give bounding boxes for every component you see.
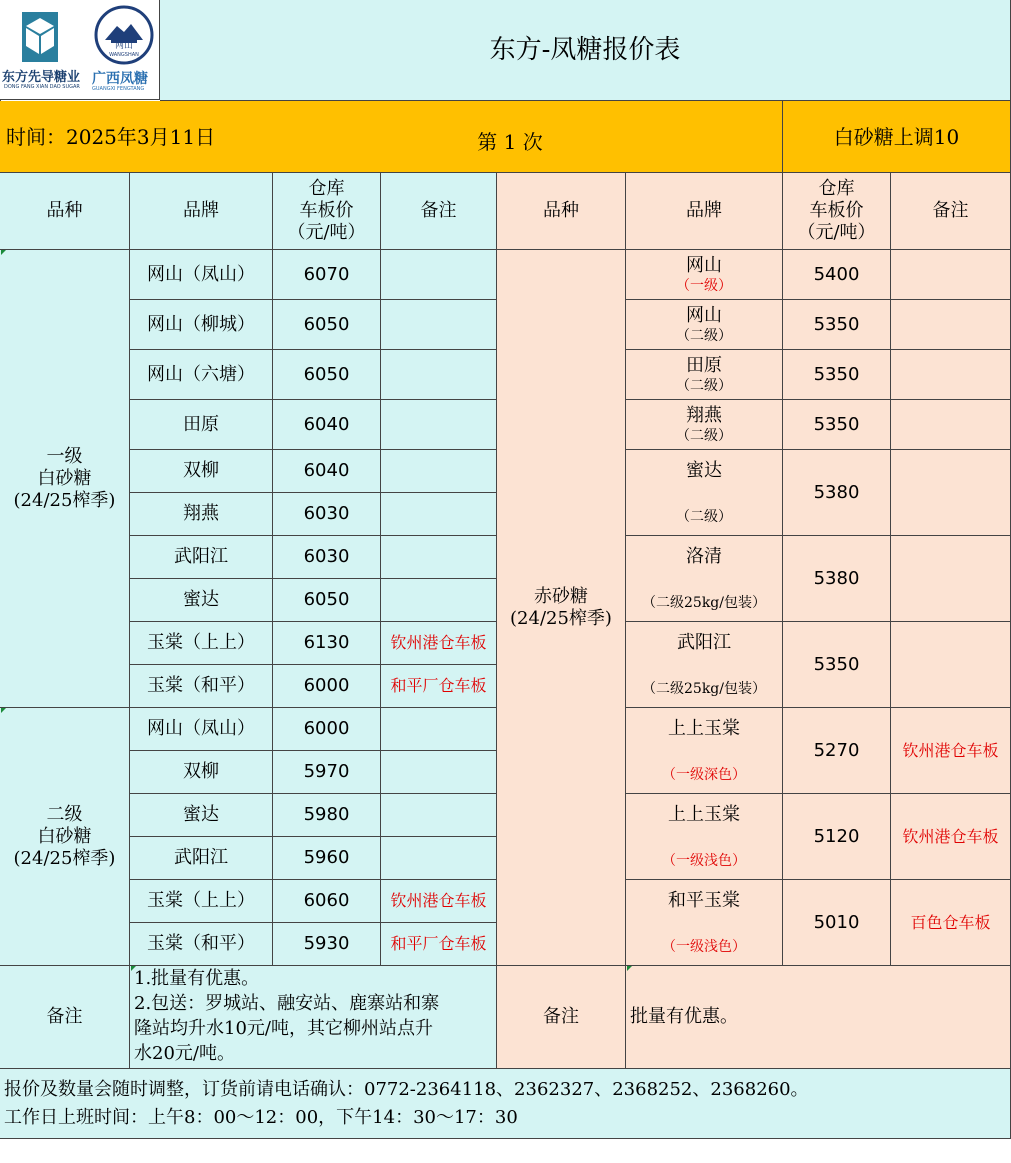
table-row-note: 钦州港仓车板	[891, 794, 1011, 880]
table-row-price: 6130	[273, 622, 381, 665]
logo-area	[0, 0, 160, 100]
fengtang-logo-en: GUANGXI FENGTANG	[92, 86, 145, 92]
table-row-brand: 网山（凤山）	[130, 250, 273, 300]
table-row-note	[381, 794, 497, 837]
table-row-price: 6030	[273, 493, 381, 536]
dongfang-logo-text: 东方先导糖业	[2, 70, 81, 85]
quote-date: 时间：2025年3月11日	[0, 101, 783, 173]
header-variety-right: 品种	[497, 173, 626, 250]
table-row-note	[891, 450, 1011, 536]
table-row-price: 5980	[273, 794, 381, 837]
table-row-brand: 上上玉棠 （一级深色）	[626, 708, 783, 794]
table-row-brand: 蜜达 （二级）	[626, 450, 783, 536]
table-row-note	[381, 837, 497, 880]
table-row-price: 6040	[273, 450, 381, 493]
header-note-right: 备注	[891, 173, 1011, 250]
table-row-note	[891, 400, 1011, 450]
table-row-price: 5010	[783, 880, 891, 966]
table-row-note	[381, 300, 497, 350]
table-row-note: 和平厂仓车板	[381, 923, 497, 966]
header-price-left: 仓库 车板价 （元/吨）	[273, 173, 381, 250]
table-row-brand: 田原 （二级）	[626, 350, 783, 400]
table-row-price: 5270	[783, 708, 891, 794]
table-row-note	[891, 250, 1011, 300]
table-row-note	[381, 450, 497, 493]
table-row-brand: 翔燕 （二级）	[626, 400, 783, 450]
table-row-note	[381, 493, 497, 536]
table-row-note	[381, 579, 497, 622]
table-row-price: 5380	[783, 450, 891, 536]
table-row-brand: 和平玉棠 （一级浅色）	[626, 880, 783, 966]
fengtang-logo-mark: 网山	[114, 41, 133, 51]
variety-grade2-white-sugar: 二级 白砂糖 (24/25榨季)	[0, 708, 130, 966]
fengtang-logo-text: 广西凤糖	[92, 71, 148, 87]
table-row-note	[891, 622, 1011, 708]
table-row-brand: 网山（柳城）	[130, 300, 273, 350]
table-row-brand: 武阳江 （二级25kg/包装）	[626, 622, 783, 708]
table-row-brand: 网山（六塘）	[130, 350, 273, 400]
table-row-brand: 玉棠（上上）	[130, 622, 273, 665]
table-row-note	[381, 751, 497, 794]
dongfang-logo-icon	[10, 8, 70, 66]
table-row-brand: 玉棠（和平）	[130, 923, 273, 966]
table-row-note: 钦州港仓车板	[891, 708, 1011, 794]
table-row-brand: 双柳	[130, 751, 273, 794]
table-row-brand: 武阳江	[130, 536, 273, 579]
table-row-price: 6070	[273, 250, 381, 300]
table-row-price: 5120	[783, 794, 891, 880]
table-row-brand: 武阳江	[130, 837, 273, 880]
remarks-label-left: 备注	[0, 966, 130, 1069]
table-row-price: 5380	[783, 536, 891, 622]
table-row-price: 5930	[273, 923, 381, 966]
table-row-price: 5350	[783, 300, 891, 350]
table-row-note: 钦州港仓车板	[381, 622, 497, 665]
table-row-note	[381, 350, 497, 400]
table-row-price: 6050	[273, 300, 381, 350]
table-row-price: 5350	[783, 622, 891, 708]
table-row-note	[381, 250, 497, 300]
table-row-note	[891, 536, 1011, 622]
table-row-price: 6000	[273, 708, 381, 751]
table-row-price: 5350	[783, 400, 891, 450]
table-row-note	[381, 708, 497, 751]
table-row-note	[891, 300, 1011, 350]
table-row-brand: 玉棠（上上）	[130, 880, 273, 923]
table-row-price: 6030	[273, 536, 381, 579]
table-row-note	[381, 536, 497, 579]
table-row-price: 6040	[273, 400, 381, 450]
header-price-right: 仓库 车板价 （元/吨）	[783, 173, 891, 250]
cell-marker-icon	[131, 966, 136, 971]
header-note-left: 备注	[381, 173, 497, 250]
table-row-price: 6060	[273, 880, 381, 923]
quote-round: 第 1 次	[477, 130, 543, 154]
table-row-price: 6050	[273, 350, 381, 400]
cell-marker-icon	[627, 966, 632, 971]
table-row-brand: 网山 （一级）	[626, 250, 783, 300]
table-row-brand: 洛清 （二级25kg/包装）	[626, 536, 783, 622]
fengtang-logo-ring-text: WANGSHAN	[109, 52, 139, 58]
table-row-brand: 网山 （二级）	[626, 300, 783, 350]
page-title: 东方-凤糖报价表	[160, 0, 1011, 101]
table-row-note	[891, 350, 1011, 400]
variety-brown-sugar: 赤砂糖 (24/25榨季)	[497, 250, 626, 966]
table-row-note: 钦州港仓车板	[381, 880, 497, 923]
table-row-brand: 翔燕	[130, 493, 273, 536]
header-brand-left: 品牌	[130, 173, 273, 250]
table-row-brand: 田原	[130, 400, 273, 450]
header-variety-left: 品种	[0, 173, 130, 250]
table-row-price: 5400	[783, 250, 891, 300]
footer-notice: 报价及数量会随时调整，订货前请电话确认：0772-2364118、2362327、2368252、2368260。 工作日上班时间：上午8：00～12：00，下午14：30～17：30	[0, 1069, 1011, 1139]
table-row-brand: 蜜达	[130, 794, 273, 837]
cell-marker-icon	[1, 708, 6, 713]
table-row-brand: 蜜达	[130, 579, 273, 622]
remarks-text-right: 批量有优惠。	[626, 966, 1011, 1069]
table-row-price: 6050	[273, 579, 381, 622]
table-row-price: 5960	[273, 837, 381, 880]
table-row-note	[381, 400, 497, 450]
header-brand-right: 品牌	[626, 173, 783, 250]
table-row-brand: 双柳	[130, 450, 273, 493]
table-row-price: 5350	[783, 350, 891, 400]
remarks-text-left: 1.批量有优惠。 2.包送：罗城站、融安站、鹿寨站和寨 隆站均升水10元/吨，其它柳州站点升 水20元/吨。	[130, 966, 497, 1069]
table-row-price: 5970	[273, 751, 381, 794]
variety-grade1-white-sugar: 一级 白砂糖 (24/25榨季)	[0, 250, 130, 708]
table-row-price: 6000	[273, 665, 381, 708]
table-row-note: 百色仓车板	[891, 880, 1011, 966]
price-adjust-note: 白砂糖上调10	[783, 101, 1011, 173]
remarks-label-right: 备注	[497, 966, 626, 1069]
cell-marker-icon	[1, 250, 6, 255]
table-row-brand: 上上玉棠 （一级浅色）	[626, 794, 783, 880]
table-row-brand: 网山（凤山）	[130, 708, 273, 751]
dongfang-logo-en: DONG FANG XIAN DAO SUGAR	[4, 84, 80, 90]
table-row-brand: 玉棠（和平）	[130, 665, 273, 708]
table-row-note: 和平厂仓车板	[381, 665, 497, 708]
